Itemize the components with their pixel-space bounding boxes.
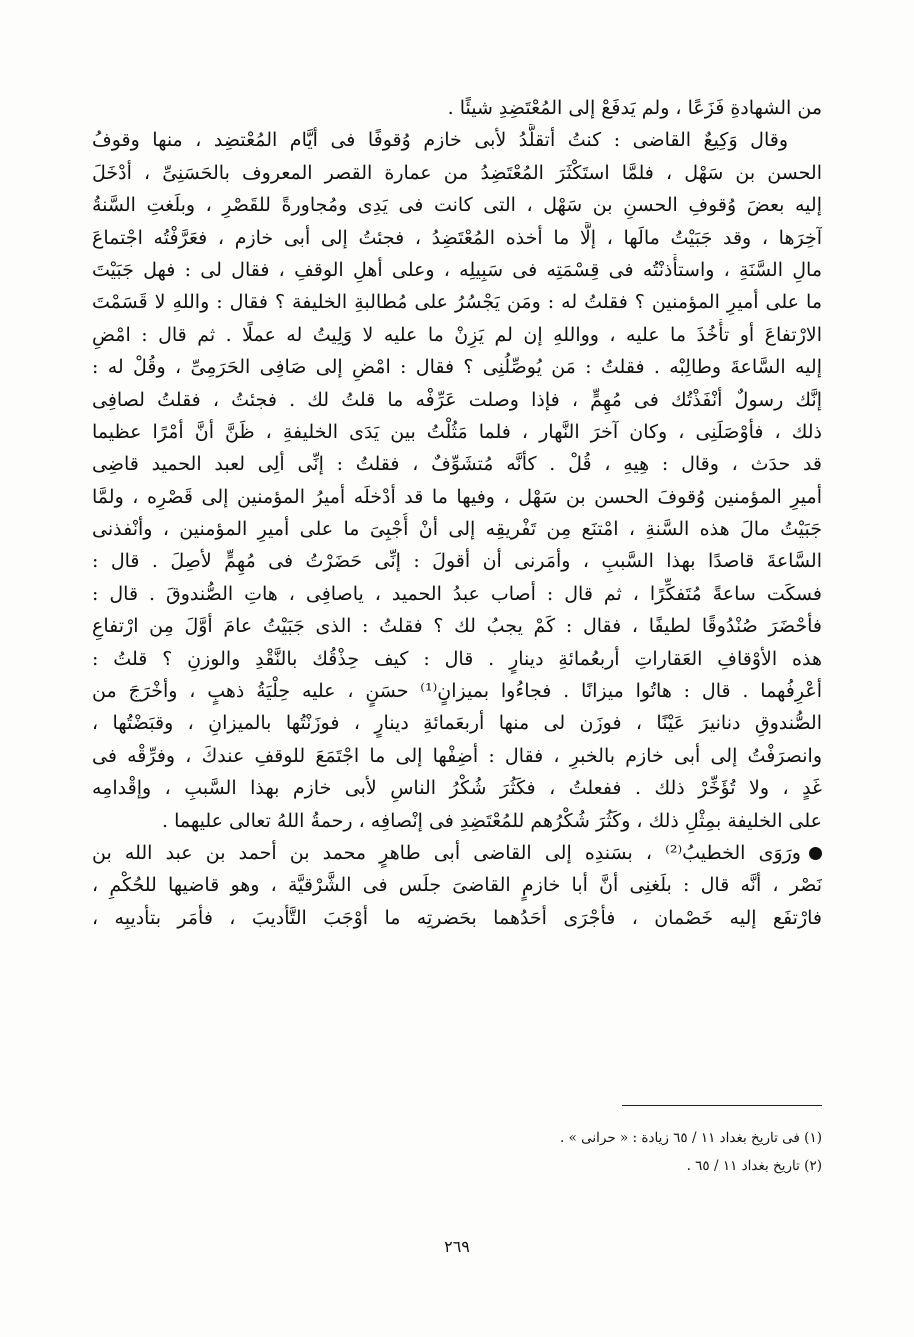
page-number: ٢٦٩: [444, 1237, 470, 1256]
text-line: آخِرَها ، وقد جَبَيْتُ مالَها ، إلَّا ما أخذه المُعْتَضِدُ ، فجئتُ إلى أبى خازم ، فعَرَّفْتُه اجْتماعَ: [92, 226, 822, 249]
footnote-item: (٢) تاريخ بغداد ١١ / ٦٥ .: [686, 1158, 822, 1174]
text-line-paragraph-start: [92, 837, 822, 869]
text-line: جَبَيْتُ مالَ هذه السَّنةِ ، امْتنَع مِن تَفْريقِه إلى أنْ أُجْبِىَ ما على أميرِ المؤمنين ، وأنْفذنى: [92, 518, 822, 541]
text-line: إنَّك رسولٌ أنْفَذْتُك فى مُهِمٍّ ، فإذا وصلت عَرِّفْه ما قلتُ لك . فجئتُ ، فقلتُ لصافِى: [92, 388, 822, 411]
text-line: الحسن بن سَهْل ، فلمَّا استَكْثَرَ المُعْتَضِدُ من عمارة القصر المعروف بالحَسَنِىِّ ، أدْخَلَ: [92, 161, 822, 184]
text-line: وانصرَفْتُ إلى أبى خازم بالخبرِ ، فقال : أضِفْها إلى ما اجْتَمَعَ للوقفِ عندكَ ، وفرِّقْه فى: [92, 744, 822, 767]
text-line: أميرِ المؤمنين وُقوفَ الحسن بن سَهْل ، وفيها ما قد أدْخلَه أميرُ المؤمنين إلى قَصْرِه ، ولمَّا: [92, 485, 822, 508]
text-line: إليه السَّاعةَ وطالِبْه . فقلتُ : مَن يُوصِّلُنِى ؟ فقال : امْضِ إلى صَافِى الحَرَمِىِّ ، وقُلْ له :: [92, 356, 822, 379]
text-line: فأحْضَرَ صُنْدُوقًا لطيفًا ، فقال : كَمْ يجبُ لك ؟ فقلتُ : الذى جَبَيْتُ عامَ أوَّلَ مِن ارْتفاعِ: [92, 615, 822, 638]
footnotes: [92, 1124, 822, 1180]
text-line: قد حدَث ، وقال : هِيهِ ، قُلْ . كأنَّه مُتشَوِّفٌ ، فقلتُ : إنِّى ألِى لعبد الحميد قاضِى: [92, 453, 822, 476]
text-line-content: ورَوَى الخطيبُ⁽²⁾ ، بسَندِه إلى القاضى أبى طاهرٍ محمد بن أحمد بن عبد الله بن: [92, 841, 801, 864]
paragraph-bullet-icon: [809, 847, 822, 860]
text-line: السَّاعةَ قاصدًا بهذا السَّببِ ، وأمَرنى أن أقولَ : إنِّى حَضَرْتُ فى مُهِمٍّ لأصِلَ . قال :: [92, 550, 822, 573]
text-line: من الشهادةِ فَزَعًا ، ولم يَدفَعْ إلى المُعْتَضِدِ شيئًا .: [447, 97, 822, 119]
footnote-divider: [622, 1105, 822, 1106]
text-line: فسكَت ساعةً مُتَفكِّرًا ، ثم قال : أصاب عبدُ الحميد ، ياصافِى ، هاتِ الصُّندوقَ . قال :: [92, 582, 822, 605]
text-line: غَدٍ ، ولا تُؤَخِّرْ ذلك . ففعلتُ ، فكَثُرَ شُكْرُ الناسِ لأبى خازم بهذا السَّببِ ، وإقْدامِه: [92, 777, 822, 800]
text-line: هذه الأوْقافِ العَقاراتِ أربعُمائةِ دينارٍ . قال : كيف حِذْقُك بالنَّقْدِ والوزنِ ؟ قلتُ :: [92, 647, 822, 670]
text-line: مالِ السَّنَةِ ، واستأْذنْتُه فى قِسْمَتِه فى سَبِيلِه ، وعلى أهلِ الوقفِ ، فقال لى : فهل جَبَيْتَ: [92, 258, 822, 281]
text-line: الصُّندوقِ دنانيرَ عَيْنًا ، فوزَن لى منها أربعَمائةِ دينارٍ ، فوزَنْتُها بالميزانِ ، وقبَضْتُها ،: [92, 712, 822, 735]
text-line: ما على أميرِ المؤمنين ؟ فقلتُ له : ومَن يَجْسُرُ على مُطالبةِ الخليفة ؟ فقال : واللهِ لا قَسَمْتَ: [92, 291, 822, 314]
text-line: الارْتفاعَ أو تأْخُذَ ما عليه ، وواللهِ إن لم يَزِنْ ما عليه لا وَلِيتُ له عملًا . ثم قال : امْضِ: [92, 323, 822, 346]
main-text: [92, 92, 822, 934]
text-line: على الخليفة بمِثْلِ ذلك ، وكَثُرَ شُكْرُهم للمُعْتَضِدِ فى إنْصافِه ، رحمةُ اللهُ تعالى عليهما .: [162, 809, 822, 832]
text-line: فارْتفَع إليه خَصْمان ، فأجْرَى أحَدُهما بحَضرتِه ما أوْجَبَ التَّأديبَ ، فأمَر بتأديبِه ،: [92, 906, 822, 929]
text-line: إليه بعضَ وُقوفِ الحسنِ بن سَهْل ، التى كانت فى يَدِى ومُجاورةً للقَصْرِ ، وبلَغتِ السَّنةُ: [92, 194, 822, 217]
footnote-item: (١) فى تاريخ بغداد ١١ / ٦٥ زيادة : « حرانى » .: [560, 1130, 822, 1146]
text-line: وقال وَكِيعٌ القاضى : كنتُ أتقلَّدُ لأبى خازم وُقوفًا فى أيَّام المُعْتضِد ، منها وقوفُ: [92, 129, 788, 152]
text-line: أعْرِفُهما . قال : هاتُوا ميزانًا . فجاءُوا بميزانٍ⁽¹⁾ حسَنٍ ، عليه حِلْيَةُ ذهبٍ ، وأخْرَجَ من: [92, 680, 822, 703]
text-line: ذلك ، فأوْصَلَنِى ، وكان آخرَ النَّهار ، فلما مَثُلْتُ بين يَدَى الخليفةِ ، ظَنَّ أنَّ أمْرًا عظيما: [92, 420, 822, 443]
text-line: نَصْر ، أنَّه قال : بلَغنِى أنَّ أبا خازمٍ القاضىَ جلَس فى الشَّرْقيَّة ، وهو قاضيها للحُكْمِ ،: [92, 874, 822, 897]
